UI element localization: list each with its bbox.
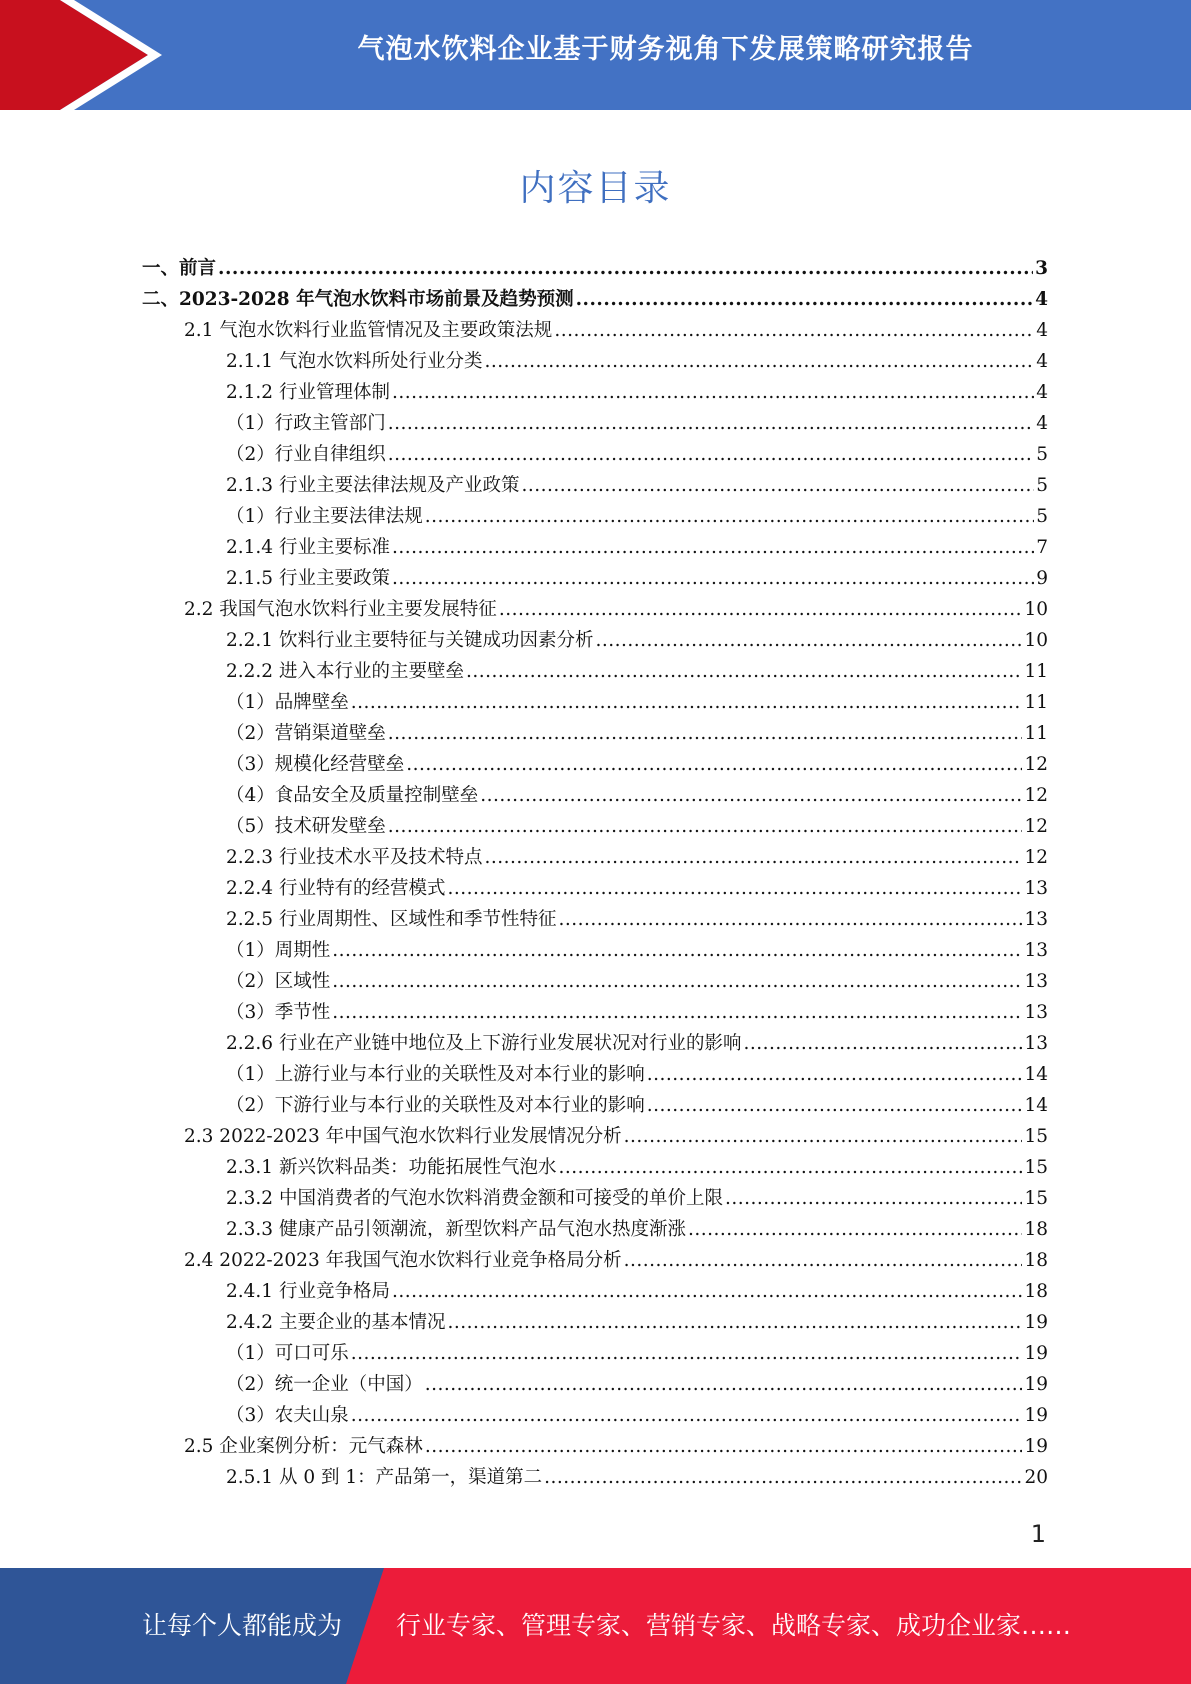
toc-entry[interactable]: （5）技术研发壁垒 ..... 12 — [226, 812, 1048, 843]
toc-entry[interactable]: （1）周期性 ..... 13 — [226, 936, 1048, 967]
toc-entry[interactable]: （4）食品安全及质量控制壁垒 ..... 12 — [226, 781, 1048, 812]
toc-entry[interactable]: 2.3.2 中国消费者的气泡水饮料消费金额和可接受的单价上限 ..... 15 — [226, 1184, 1048, 1215]
toc-entry[interactable]: 2.3.3 健康产品引领潮流，新型饮料产品气泡水热度渐涨 ..... 18 — [226, 1215, 1048, 1246]
toc-entry[interactable]: 2.5.1 从 0 到 1：产品第一，渠道第二 ..... 20 — [226, 1463, 1048, 1494]
toc-entry[interactable]: （1）行政主管部门 ..... 4 — [226, 409, 1048, 440]
toc-entry[interactable]: 2.3 2022-2023 年中国气泡水饮料行业发展情况分析 ..... 15 — [184, 1122, 1048, 1153]
toc-entry[interactable]: 2.1.3 行业主要法律法规及产业政策 ..... 5 — [226, 471, 1048, 502]
footer-slogan-left: 让每个人都能成为 — [142, 1611, 343, 1640]
toc-entry[interactable]: 一、前言 ..... 3 — [142, 254, 1048, 285]
toc-entry[interactable]: 2.4.1 行业竞争格局 ..... 18 — [226, 1277, 1048, 1308]
toc-entry[interactable]: （2）区域性 ..... 13 — [226, 967, 1048, 998]
toc-entry[interactable]: （2）下游行业与本行业的关联性及对本行业的影响 ..... 14 — [226, 1091, 1048, 1122]
toc-entry[interactable]: 2.3.1 新兴饮料品类：功能拓展性气泡水 ..... 15 — [226, 1153, 1048, 1184]
toc-entry[interactable]: （1）上游行业与本行业的关联性及对本行业的影响 ..... 14 — [226, 1060, 1048, 1091]
page-header — [0, 0, 1191, 110]
toc-entry[interactable]: （3）农夫山泉 ..... 19 — [226, 1401, 1048, 1432]
toc-entry[interactable]: （2）统一企业（中国） ..... 19 — [226, 1370, 1048, 1401]
toc-entry[interactable]: 2.1.1 气泡水饮料所处行业分类 ..... 4 — [226, 347, 1048, 378]
toc-entry[interactable]: 二、2023-2028 年气泡水饮料市场前景及趋势预测 ..... 4 — [142, 285, 1048, 316]
toc-entry[interactable]: 2.4.2 主要企业的基本情况 ..... 19 — [226, 1308, 1048, 1339]
toc-title: 内容目录 — [519, 168, 672, 209]
toc-entry[interactable]: 2.2.3 行业技术水平及技术特点 ..... 12 — [226, 843, 1048, 874]
toc-entry[interactable]: 2.2.5 行业周期性、区域性和季节性特征 ..... 13 — [226, 905, 1048, 936]
page-number: 1 — [1030, 1520, 1046, 1548]
toc-entry[interactable]: 2.2.1 饮料行业主要特征与关键成功因素分析 ..... 10 — [226, 626, 1048, 657]
toc-entry[interactable]: （3）规模化经营壁垒 ..... 12 — [226, 750, 1048, 781]
report-title: 气泡水饮料企业基于财务视角下发展策略研究报告 — [357, 34, 974, 65]
toc-entry[interactable]: 2.1.2 行业管理体制 ..... 4 — [226, 378, 1048, 409]
toc-entry[interactable]: 2.1 气泡水饮料行业监管情况及主要政策法规 ..... 4 — [184, 316, 1048, 347]
toc-entry[interactable]: 2.1.4 行业主要标准 ..... 7 — [226, 533, 1048, 564]
toc-entry[interactable]: 2.4 2022-2023 年我国气泡水饮料行业竞争格局分析 ..... 18 — [184, 1246, 1048, 1277]
footer-slogan-right: 行业专家、管理专家、营销专家、战略专家、成功企业家…… — [396, 1611, 1072, 1640]
toc-entry[interactable]: （1）可口可乐 ..... 19 — [226, 1339, 1048, 1370]
page-footer — [0, 1568, 1191, 1684]
toc-entry[interactable]: （1）行业主要法律法规 ..... 5 — [226, 502, 1048, 533]
toc-entry[interactable]: （2）行业自律组织 ..... 5 — [226, 440, 1048, 471]
toc-entry[interactable]: （2）营销渠道壁垒 ..... 11 — [226, 719, 1048, 750]
toc-entry[interactable]: 2.5 企业案例分析：元气森林 ..... 19 — [184, 1432, 1048, 1463]
toc-entry[interactable]: （3）季节性 ..... 13 — [226, 998, 1048, 1029]
toc-entry[interactable]: 2.2.4 行业特有的经营模式 ..... 13 — [226, 874, 1048, 905]
toc-entry[interactable]: 2.2.6 行业在产业链中地位及上下游行业发展状况对行业的影响 ..... 13 — [226, 1029, 1048, 1060]
toc-entry[interactable]: 2.1.5 行业主要政策 ..... 9 — [226, 564, 1048, 595]
toc-entry[interactable]: （1）品牌壁垒 ..... 11 — [226, 688, 1048, 719]
toc-entry[interactable]: 2.2 我国气泡水饮料行业主要发展特征 ..... 10 — [184, 595, 1048, 626]
toc-entry[interactable]: 2.2.2 进入本行业的主要壁垒 ..... 11 — [226, 657, 1048, 688]
